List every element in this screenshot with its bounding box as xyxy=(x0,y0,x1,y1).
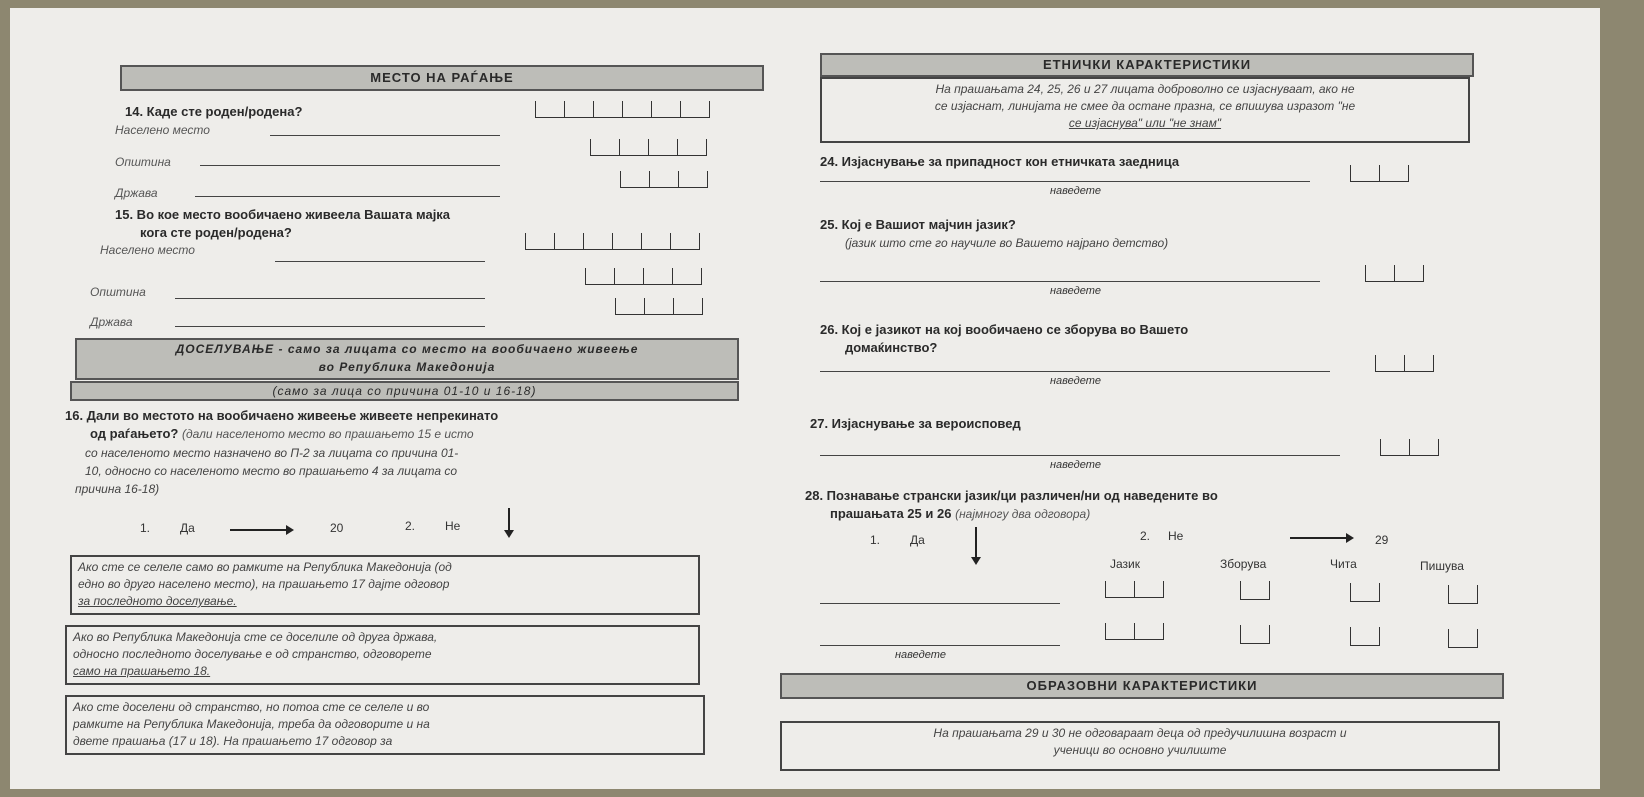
ethnic-instruction-line2: се изјаснат, линијата не смее да остане празна, се впишува изразот "не xyxy=(934,99,1356,113)
q26-label: 26. Кој е јазикот на кој вообичаено се зборува во Вашето xyxy=(820,322,1189,337)
q28-lang1-writes-box[interactable] xyxy=(1448,585,1478,604)
q28-label: 28. Познавање странски јазик/ци различен/ни од наведените во xyxy=(805,488,1218,503)
q15-municipality-line[interactable] xyxy=(175,298,485,299)
q28-label-cont xyxy=(830,505,1090,523)
q28-down-arrow xyxy=(975,527,977,561)
q14-settlement-label: Населено место xyxy=(115,123,210,137)
q24-specify-label: наведете xyxy=(1050,185,1102,197)
q25-label: 25. Кој е Вашиот мајчин јазик? xyxy=(820,217,1016,232)
q28-lang2-code-boxes[interactable] xyxy=(1105,623,1164,641)
q26-answer-line[interactable] xyxy=(820,371,1330,372)
q16-label-cont xyxy=(90,425,474,443)
q15-country-boxes[interactable] xyxy=(615,298,703,316)
ethnic-instruction-line1: На прашањата 24, 25, 26 и 27 лицата доброволно се изјаснуваат, ако не xyxy=(935,82,1355,96)
education-instruction-box xyxy=(780,721,1500,771)
instruction-box-2-line2: односно последното доселување е од странство, одговорете xyxy=(73,647,432,661)
col-header-reads: Чита xyxy=(1330,557,1357,571)
q16-opt1-num: 1. xyxy=(140,521,151,535)
q24-label: 24. Изјаснување за припадност кон етничката заедница xyxy=(820,154,1180,169)
q14-country-line[interactable] xyxy=(195,196,500,197)
q28-lang2-reads-box[interactable] xyxy=(1350,627,1380,646)
q14-municipality-label: Општина xyxy=(115,155,171,169)
q28-lang1-reads-box[interactable] xyxy=(1350,583,1380,602)
q27-answer-line[interactable] xyxy=(820,455,1340,456)
q24-code-boxes[interactable] xyxy=(1350,165,1409,183)
q28-opt1-num: 1. xyxy=(870,533,881,547)
instruction-box-1 xyxy=(70,555,700,615)
instruction-box-2-line1: Ако во Република Македонија сте се доселиле од друга држава, xyxy=(73,630,438,644)
q14-country-label: Држава xyxy=(115,186,158,200)
q28-label-cont-bold: прашањата 25 и 26 xyxy=(830,506,952,521)
q28-lang2-writes-box[interactable] xyxy=(1448,629,1478,648)
q28-lang2-speaks-box[interactable] xyxy=(1240,625,1270,644)
instruction-box-1-line2: едно во друго населено место), на прашањето 17 дајте одговор xyxy=(78,577,450,591)
q15-settlement-boxes[interactable] xyxy=(525,233,700,251)
q14-country-boxes[interactable] xyxy=(620,171,708,189)
q28-opt2-num: 2. xyxy=(1140,529,1151,543)
q25-specify-label: наведете xyxy=(1050,285,1102,297)
q27-code-boxes[interactable] xyxy=(1380,439,1439,457)
q25-answer-line[interactable] xyxy=(820,281,1320,282)
q14-settlement-line[interactable] xyxy=(270,135,500,136)
q14-settlement-boxes[interactable] xyxy=(535,101,710,119)
q15-country-label: Држава xyxy=(90,315,133,329)
q14-label: 14. Каде сте роден/родена? xyxy=(125,104,303,119)
q14-municipality-line[interactable] xyxy=(200,165,500,166)
col-header-language: Јазик xyxy=(1110,557,1140,571)
migration-banner-line1: ДОСЕЛУВАЊЕ - само за лицата со место на вообичаено живеење xyxy=(175,342,639,356)
q15-settlement-line[interactable] xyxy=(275,261,485,262)
q25-code-boxes[interactable] xyxy=(1365,265,1424,283)
q24-answer-line[interactable] xyxy=(820,181,1310,182)
education-instruction-line2: ученици во основно училиште xyxy=(1053,743,1227,757)
q28-lang1-line[interactable] xyxy=(820,603,1060,604)
q16-opt1-label[interactable]: Да xyxy=(180,521,195,535)
q16-opt2-label[interactable]: Не xyxy=(445,519,461,533)
instruction-box-1-line3: за последното доселување. xyxy=(78,594,237,608)
instruction-box-3-line2: рамките на Република Македонија, треба да одговорите и на xyxy=(73,717,430,731)
q26-code-boxes[interactable] xyxy=(1375,355,1434,373)
q28-note: (најмногу два одговора) xyxy=(955,507,1091,521)
migration-banner-line2: во Република Македонија xyxy=(318,360,496,374)
instruction-box-3-line3: двете прашања (17 и 18). На прашањето 17 одговор за xyxy=(73,734,393,748)
q26-label-cont: домаќинство? xyxy=(845,340,938,355)
q28-opt2-label[interactable]: Не xyxy=(1168,529,1184,543)
q15-country-line[interactable] xyxy=(175,326,485,327)
birthplace-banner: МЕСТО НА РАЃАЊЕ xyxy=(120,65,764,91)
q14-municipality-boxes[interactable] xyxy=(590,139,707,157)
q16-label-cont-bold: од раѓањето? xyxy=(90,426,179,441)
q15-municipality-label: Општина xyxy=(90,285,146,299)
q16-note-line3: со населеното место назначено во П-2 за лицата со причина 01- xyxy=(85,446,459,460)
q28-specify-label: наведете xyxy=(895,649,947,661)
q15-label-cont: кога сте роден/родена? xyxy=(140,225,292,240)
q25-note: (јазик што сте го научиле во Вашето најрано детство) xyxy=(845,236,1169,250)
ethnic-instruction-line3: се изјаснува" или "не знам" xyxy=(1068,116,1222,130)
right-column xyxy=(805,53,1540,797)
ethnic-instruction-box xyxy=(820,77,1470,143)
col-header-speaks: Зборува xyxy=(1220,557,1267,571)
migration-banner xyxy=(75,338,739,380)
census-form-page xyxy=(10,8,1600,789)
instruction-box-3-line1: Ако сте доселени од странство, но потоа сте се селеле и во xyxy=(73,700,430,714)
instruction-box-1-line1: Ако сте се селеле само во рамките на Република Македонија (од xyxy=(78,560,452,574)
q15-settlement-label: Населено место xyxy=(100,243,195,257)
instruction-box-2 xyxy=(65,625,700,685)
q28-opt1-label[interactable]: Да xyxy=(910,533,925,547)
q28-lang1-speaks-box[interactable] xyxy=(1240,581,1270,600)
q28-goto-29: 29 xyxy=(1375,533,1389,547)
migration-subbanner: (само за лица со причина 01-10 и 16-18) xyxy=(70,381,739,401)
q16-note-line5: причина 16-18) xyxy=(75,482,160,496)
q28-lang1-code-boxes[interactable] xyxy=(1105,581,1164,599)
q26-specify-label: наведете xyxy=(1050,375,1102,387)
q15-label: 15. Во кое место вообичаено живеела Вашата мајка xyxy=(115,207,451,222)
q27-specify-label: наведете xyxy=(1050,459,1102,471)
instruction-box-3 xyxy=(65,695,705,755)
q16-note: (дали населеното место во прашањето 15 е исто xyxy=(182,427,474,441)
q16-opt2-num: 2. xyxy=(405,519,416,533)
education-instruction-line1: На прашањата 29 и 30 не одговараат деца од предучилишна возраст и xyxy=(933,726,1347,740)
q16-label: 16. Дали во местото на вообичаено живеење живеете непрекинато xyxy=(65,408,499,423)
q16-note-line4: 10, односно со населеното место во прашањето 4 за лицата со xyxy=(85,464,458,478)
q16-down-arrow xyxy=(508,508,510,534)
left-column xyxy=(65,53,800,797)
q16-goto-20: 20 xyxy=(330,521,344,535)
q28-goto-arrow xyxy=(1290,537,1350,539)
ethnic-banner: ЕТНИЧКИ КАРАКТЕРИСТИКИ xyxy=(820,53,1474,77)
col-header-writes: Пишува xyxy=(1420,559,1464,573)
q16-goto-arrow xyxy=(230,529,290,531)
q28-lang2-line[interactable] xyxy=(820,645,1060,646)
q27-label: 27. Изјаснување за вероисповед xyxy=(810,416,1021,431)
instruction-box-2-line3: само на прашањето 18. xyxy=(73,664,211,678)
education-banner: ОБРАЗОВНИ КАРАКТЕРИСТИКИ xyxy=(780,673,1504,699)
q15-municipality-boxes[interactable] xyxy=(585,268,702,286)
